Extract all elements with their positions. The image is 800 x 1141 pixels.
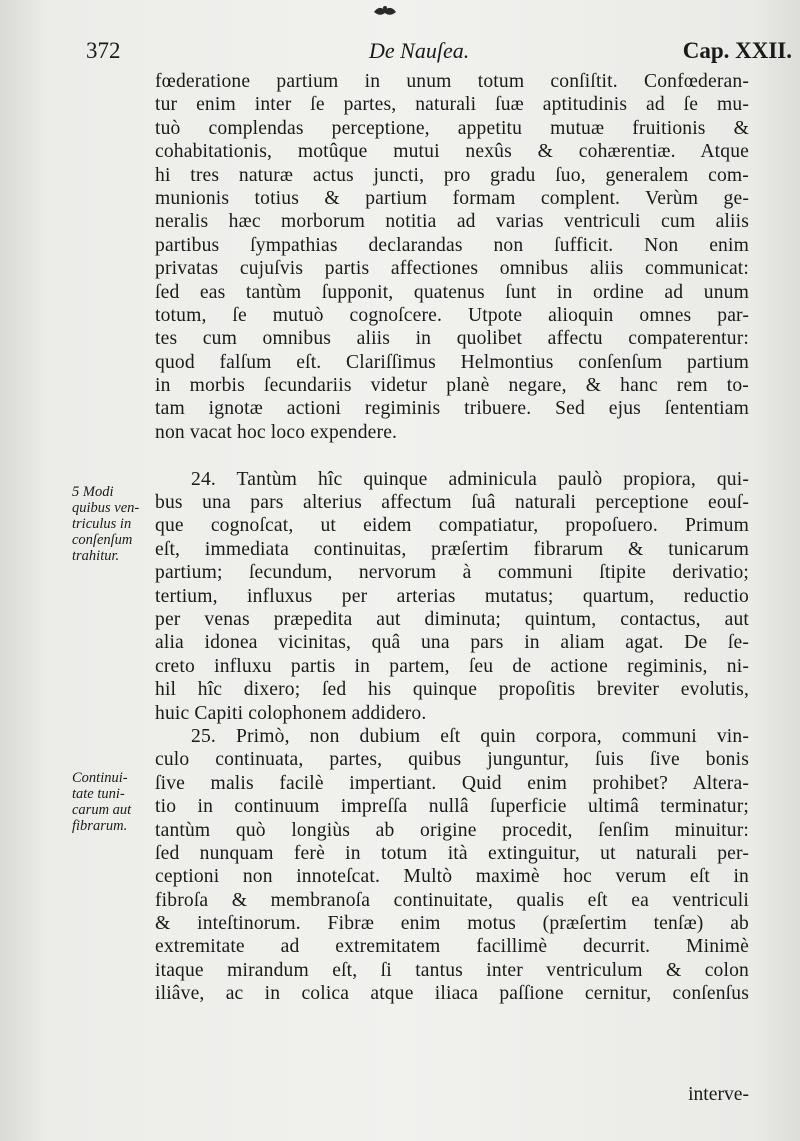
text-line: partium; ſecundum, nervorum à communi ſtipite derivatio;: [155, 562, 749, 584]
margin-note-modi: [72, 484, 152, 564]
text-line: tes cum omnibus aliis in quolibet affectu compaterentur:: [155, 328, 749, 350]
text-line: tuò complendas perceptione, appetitu mutuæ fruitionis &: [155, 117, 749, 139]
text-line: eſt, immediata continuitas, præſertim fibrarum & tunicarum: [155, 538, 749, 560]
text-line: totum, ſe mutuò cognoſcere. Utpote alioquin omnes par-: [155, 304, 749, 326]
running-header: [86, 38, 792, 68]
text-line: bus una pars alterius affectum ſuâ naturali perceptione eouſ-: [155, 492, 749, 514]
text-line: tio in continuum impreſſa nullâ ſuperficie ultimâ terminatur;: [155, 796, 749, 818]
text-line: 24. Tantùm hîc quinque adminicula paulò propiora, qui-: [191, 468, 749, 490]
margin-note-line: conſenſum: [72, 532, 133, 548]
text-line: ceptioni non innoteſcat. Multò maximè hoc verum eſt in: [155, 866, 749, 888]
text-line: ſive malis facilè impertiant. Quid enim prohibet? Altera-: [155, 772, 749, 794]
text-line: & inteſtinorum. Fibræ enim motus (præſertim tenſæ) ab: [155, 913, 749, 935]
text-line: huic Capiti colophonem addidero.: [155, 702, 427, 724]
margin-note-line: triculus in: [72, 516, 132, 532]
margin-note-line: 5 Modi: [72, 484, 114, 500]
printers-ornament: [372, 4, 398, 18]
text-line: tur enim inter ſe partes, naturali ſuæ aptitudinis ad ſe mu-: [155, 94, 749, 116]
text-line: que cognoſcat, ut eidem compatiatur, propoſuero. Primum: [155, 515, 749, 537]
catchword: interve-: [688, 1084, 749, 1105]
chapter-label: Cap. XXII.: [682, 38, 792, 63]
margin-note-continuitate: [72, 770, 152, 834]
text-line: hi tres naturæ actus juncti, pro gradu ſuo, generalem com-: [155, 164, 749, 186]
text-line: privatas cujuſvis partis affectiones omnibus aliis communicat:: [155, 258, 749, 280]
text-line: tertium, influxus per arterias mutatus; quartum, reductio: [155, 585, 749, 607]
text-line: munionis totius & partium formam complent. Verùm ge-: [155, 187, 749, 209]
text-line: hil hîc dixero; ſed his quinque propoſitis breviter evolutis,: [155, 679, 749, 701]
margin-note-line: trahitur.: [72, 548, 120, 564]
text-line: fœderatione partium in unum totum conſiſtit. Confœderan-: [155, 71, 749, 92]
page-number: 372: [86, 38, 121, 63]
text-line: alia idonea vicinitas, quâ una pars in aliam agat. De ſe-: [155, 632, 749, 654]
text-line: in morbis ſecundariis videtur planè negare, & hanc rem to-: [155, 375, 749, 397]
text-line: culo continuata, partes, quibus junguntur, ſuis ſive bonis: [155, 749, 749, 771]
margin-note-line: Continui-: [72, 770, 128, 786]
text-line: neralis hæc morborum notitia ad varias ventriculi cum aliis: [155, 211, 749, 233]
text-line: fibroſa & membranoſa continuitate, qualis eſt ea ventriculi: [155, 889, 749, 911]
margin-note-line: fibrarum.: [72, 818, 128, 834]
text-line: iliâve, ac in colica atque iliaca paſſione cernitur, conſenſus: [155, 983, 749, 1005]
text-line: tam ignotæ actioni regiminis tribuere. Sed ejus ſententiam: [155, 398, 749, 420]
body-text: [155, 70, 749, 1006]
paragraph-gap: [155, 444, 749, 467]
running-title: De Nauſea.: [369, 38, 470, 63]
margin-note-line: tate tuni-: [72, 786, 125, 802]
text-line: creto influxu partis in partem, ſeu de actione regiminis, ni-: [155, 655, 749, 677]
text-line: itaque mirandum eſt, ſi tantus inter ventriculum & colon: [155, 959, 749, 981]
text-line: ſed nunquam ferè in totum ità extinguitur, ut naturali per-: [155, 842, 749, 864]
text-line: non vacat hoc loco expendere.: [155, 421, 398, 443]
margin-note-line: quibus ven-: [72, 500, 140, 516]
text-line: cohabitationis, motûque mutui nexûs & cohærentiæ. Atque: [155, 141, 749, 163]
text-line: quod falſum eſt. Clariſſimus Helmontius conſenſum partium: [155, 351, 749, 373]
text-line: extremitate ad extremitatem facillimè decurrit. Minimè: [155, 936, 749, 958]
text-line: ſed eas tantùm ſupponit, quatenus ſunt in ordine ad unum: [155, 281, 749, 303]
text-line: 25. Primò, non dubium eſt quin corpora, communi vin-: [191, 725, 749, 747]
text-line: per venas præpedita aut diminuta; quintum, contactus, aut: [155, 608, 749, 630]
margin-note-line: carum aut: [72, 802, 132, 818]
text-line: tantùm quò longiùs ab origine procedit, ſenſim minuitur:: [155, 819, 749, 841]
text-line: partibus ſympathias declarandas non ſufficit. Non enim: [155, 234, 749, 256]
